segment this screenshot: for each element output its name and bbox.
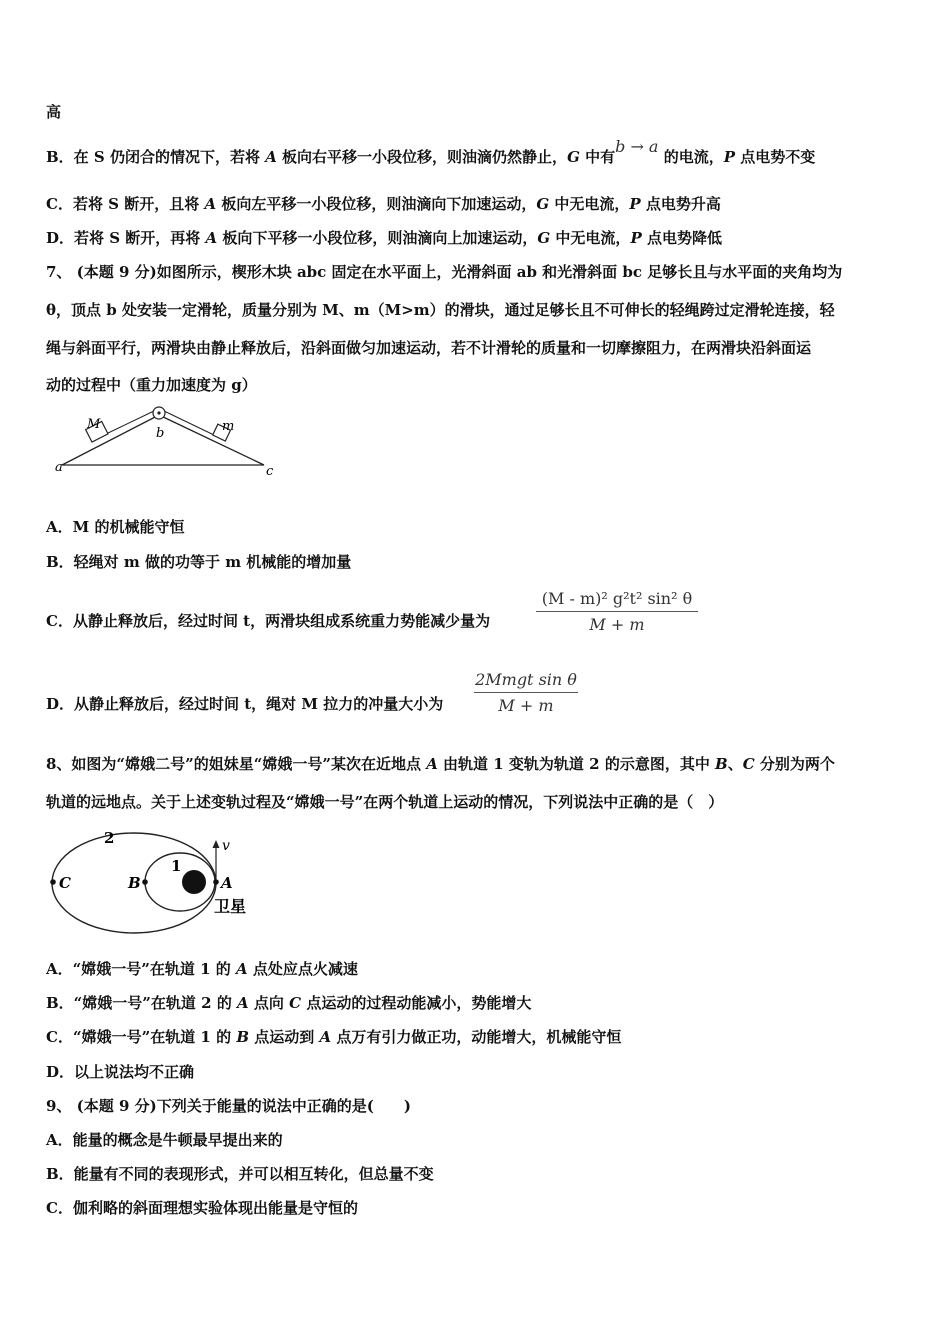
label-c: c xyxy=(266,464,274,479)
point-b-label: B xyxy=(128,874,141,892)
point-a-label: A xyxy=(221,874,233,892)
point-a-dot xyxy=(213,879,219,885)
q6b-text-5: 点电势不变 xyxy=(734,148,816,166)
q8c-text-1: C．“嫦娥一号”在轨道 1 的 xyxy=(46,1028,237,1046)
q8b-var-c: C xyxy=(289,994,302,1012)
q8c-var-a: A xyxy=(319,1028,332,1046)
q6c-var-g: G xyxy=(536,195,550,213)
q8-option-c xyxy=(46,1027,621,1047)
q7d-numerator: 2Mmgt sin θ xyxy=(475,670,577,689)
rope-right xyxy=(162,410,214,435)
q8-text-3: 分别为两个 xyxy=(754,755,835,773)
q6d-var-a: A xyxy=(205,229,218,247)
orbit-2-label: 2 xyxy=(104,829,115,847)
q7c-fraction xyxy=(536,589,698,634)
q8-option-a xyxy=(46,959,358,979)
q7-stem-line-4: 动的过程中（重力加速度为 g） xyxy=(46,376,257,394)
q6d-text-4: 点电势降低 xyxy=(641,229,722,247)
q6c-text-2: 板向左平移一小段位移，则油滴向下加速运动， xyxy=(216,195,537,213)
q6-option-c xyxy=(46,194,721,214)
q6b-var-a: A xyxy=(265,148,277,166)
q7d-denominator: M + m xyxy=(498,696,554,715)
q7c-denominator: M + m xyxy=(589,615,645,634)
q6b-text-1: B．在 S 仍闭合的情况下，若将 xyxy=(46,148,266,166)
q6b-text-3: 中有 xyxy=(579,148,616,166)
q6-option-d xyxy=(46,228,722,248)
q6b-current-direction: b → a xyxy=(615,137,659,156)
orbit-figure xyxy=(44,826,256,940)
label-small-m: m xyxy=(222,419,235,434)
rope-left xyxy=(104,410,156,435)
continuation-text: 高 xyxy=(46,103,62,121)
q8-var-b: B xyxy=(715,755,728,773)
q8c-text-2: 点运动到 xyxy=(249,1028,320,1046)
q7-stem-line-1: 7、 (本题 9 分)如图所示，楔形木块 abc 固定在水平面上，光滑斜面 ab 和光滑斜面 bc 足够长且与水平面的夹角均为 xyxy=(46,263,843,281)
q9-option-a: A．能量的概念是牛顿最早提出来的 xyxy=(46,1131,283,1149)
q6b-text-4: 的电流， xyxy=(658,148,724,166)
q8-text-2: 由轨道 1 变轨为轨道 2 的示意图，其中 xyxy=(437,755,716,773)
q7-option-b: B．轻绳对 m 做的功等于 m 机械能的增加量 xyxy=(46,553,352,571)
q6b-text-2: 板向右平移一小段位移，则油滴仍然静止， xyxy=(276,148,568,166)
label-b: b xyxy=(156,426,165,441)
q8-var-a: A xyxy=(426,755,438,773)
q6c-text-4: 点电势升高 xyxy=(640,195,721,213)
q8a-text-2: 点处应点火减速 xyxy=(247,960,358,978)
point-c-label: C xyxy=(59,874,71,892)
q8b-text-3: 点运动的过程动能减小，势能增大 xyxy=(301,994,532,1012)
q8-option-b xyxy=(46,993,531,1013)
q8a-text-1: A．“嫦娥一号”在轨道 1 的 xyxy=(46,960,236,978)
q8-text-1: 8、如图为“嫦娥二号”的姐妹星“嫦娥一号”某次在近地点 xyxy=(46,755,427,773)
q8-separator: 、 xyxy=(727,755,743,773)
label-a: a xyxy=(55,460,63,475)
q8c-text-3: 点万有引力做正功，动能增大，机械能守恒 xyxy=(331,1028,622,1046)
q6d-text-3: 中无电流， xyxy=(550,229,631,247)
q6b-var-p: P xyxy=(723,148,735,166)
q6c-var-a: A xyxy=(204,195,217,213)
q6-option-b xyxy=(46,137,816,167)
q6b-var-g: G xyxy=(567,148,580,166)
q8-stem-line-1 xyxy=(46,754,835,774)
incline-ab xyxy=(62,415,159,465)
wedge-pulley-figure xyxy=(52,405,282,480)
q6c-text-1: C．若将 S 断开，且将 xyxy=(46,195,205,213)
velocity-arrowhead-icon xyxy=(213,840,220,848)
q7-stem-line-3: 绳与斜面平行，两滑块由静止释放后，沿斜面做匀加速运动，若不计滑轮的质量和一切摩擦阻力，在两滑块沿斜面运 xyxy=(46,339,812,357)
q7-stem-line-2: θ，顶点 b 处安装一定滑轮，质量分别为 M、m（M>m）的滑块，通过足够长且不可伸长的轻绳跨过定滑轮连接，轻 xyxy=(46,301,835,319)
q6c-text-3: 中无电流， xyxy=(549,195,630,213)
q6d-text-2: 板向下平移一小段位移，则油滴向上加速运动， xyxy=(217,229,538,247)
q8a-var-a: A xyxy=(236,960,248,978)
q8-var-c: C xyxy=(742,755,755,773)
velocity-label: v xyxy=(222,838,230,854)
satellite-label: 卫星 xyxy=(214,897,247,916)
incline-bc xyxy=(159,415,264,465)
q6c-var-p: P xyxy=(629,195,641,213)
point-b-dot xyxy=(142,879,148,885)
earth-icon xyxy=(182,870,206,894)
point-c-dot xyxy=(50,879,56,885)
q8-option-d: D．以上说法均不正确 xyxy=(46,1063,195,1081)
q7d-fraction xyxy=(474,670,578,715)
q8b-text-2: 点向 xyxy=(248,994,290,1012)
q8b-var-a: A xyxy=(237,994,249,1012)
q8b-text-1: B．“嫦娥一号”在轨道 2 的 xyxy=(46,994,238,1012)
q9-stem: 9、 (本题 9 分)下列关于能量的说法中正确的是( ) xyxy=(46,1097,411,1115)
q7-option-d: D．从静止释放后，经过时间 t，绳对 M 拉力的冲量大小为 xyxy=(46,695,444,713)
q8-stem-line-2: 轨道的远地点。关于上述变轨过程及“嫦娥一号”在两个轨道上运动的情况，下列说法中正确的是（ ） xyxy=(46,793,724,811)
q9-option-b: B．能量有不同的表现形式，并可以相互转化，但总量不变 xyxy=(46,1165,434,1183)
q7-option-a: A．M 的机械能守恒 xyxy=(46,518,185,536)
pulley-axle xyxy=(157,411,160,414)
q7c-numerator: (M - m)² g²t² sin² θ xyxy=(541,589,693,608)
q9-option-c: C．伽利略的斜面理想实验体现出能量是守恒的 xyxy=(46,1199,358,1217)
q6d-var-g: G xyxy=(537,229,551,247)
q6d-text-1: D．若将 S 断开，再将 xyxy=(46,229,206,247)
q6d-var-p: P xyxy=(630,229,642,247)
label-big-m: M xyxy=(87,417,101,432)
q7-option-c: C．从静止释放后，经过时间 t，两滑块组成系统重力势能减少量为 xyxy=(46,612,491,630)
q8c-var-b: B xyxy=(236,1028,249,1046)
orbit-1-label: 1 xyxy=(171,857,182,875)
